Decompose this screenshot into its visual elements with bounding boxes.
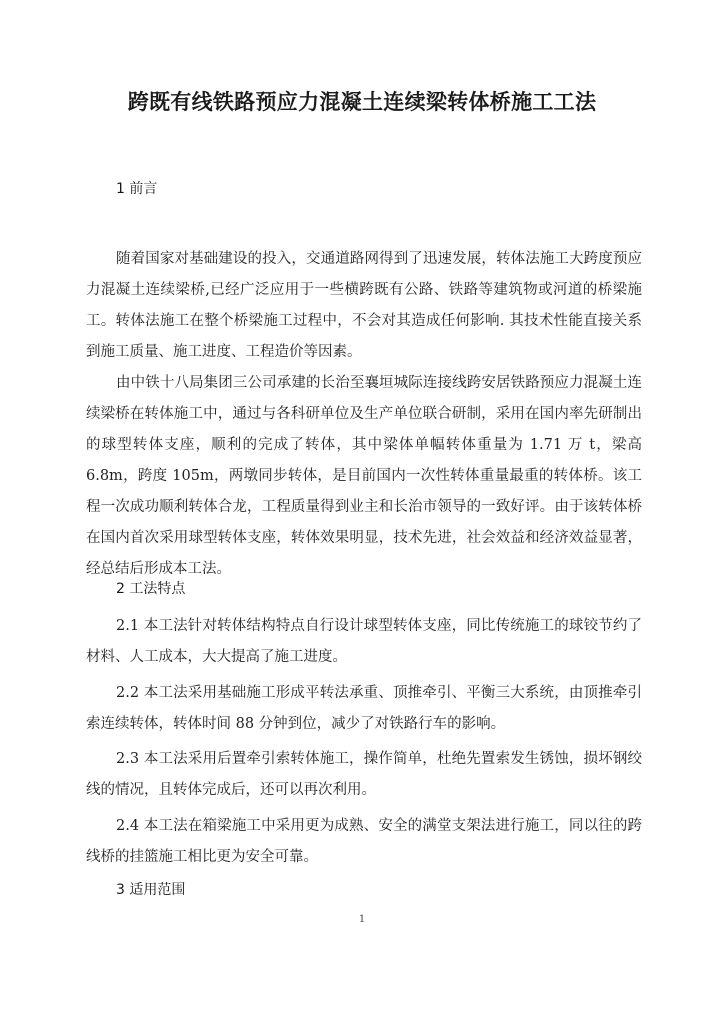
document-title: 跨既有线铁路预应力混凝土连续梁转体桥施工工法	[127, 90, 597, 114]
section-heading-foreword: 1 前言	[116, 181, 158, 197]
paragraph: 2.3 本工法采用后置牵引索转体施工，操作简单，杜绝先置索发生锈蚀，损坏钢绞线的情况，且转体完成后，还可以再次利用。	[86, 751, 642, 798]
paragraph: 2.4 本工法在箱梁施工中采用更为成熟、安全的满堂支架法进行施工，同以往的跨线桥的挂篮施工相比更为安全可靠。	[86, 818, 642, 865]
paragraph: 由中铁十八局集团三公司承建的长治至襄垣城际连接线跨安居铁路预应力混凝土连续梁桥在转体施工中，通过与各科研单位及生产单位联合研制，采用在国内率先研制出的球型转体支座，顺利的完成了转体，其中梁体单幅转体重量为 1.71 万 t，梁高 6.8m，跨度 105m，两墩同步转体，是目前国内一次性转体重量最重的转体桥。该工程一次成功顺利转体合龙，工程质量得到业主和长治市领导的一致好评。由于该转体桥在国内首次采用球型转体支座，转体效果明显，技术先进，社会效益和经济效益显著，经总结后形成本工法。	[86, 375, 642, 577]
section-heading-scope: 3 适用范围	[116, 882, 186, 898]
section-heading-features: 2 工法特点	[116, 581, 186, 597]
paragraph: 2.2 本工法采用基础施工形成平转法承重、顶推牵引、平衡三大系统，由顶推牵引索连续转体，转体时间 88 分钟到位，减少了对铁路行车的影响。	[86, 685, 642, 732]
paragraph: 2.1 本工法针对转体结构特点自行设计球型转体支座，同比传统施工的球铰节约了材料、人工成本，大大提高了施工进度。	[86, 618, 642, 665]
page-number: 1	[358, 914, 366, 925]
paragraph: 随着国家对基础建设的投入，交通道路网得到了迅速发展，转体法施工大跨度预应力混凝土连续梁桥,已经广泛应用于一些横跨既有公路、铁路等建筑物或河道的桥梁施工。转体法施工在整个桥梁施工过程中，不会对其造成任何影响. 其技术性能直接关系到施工质量、施工进度、工程造价等因素。	[86, 251, 642, 360]
